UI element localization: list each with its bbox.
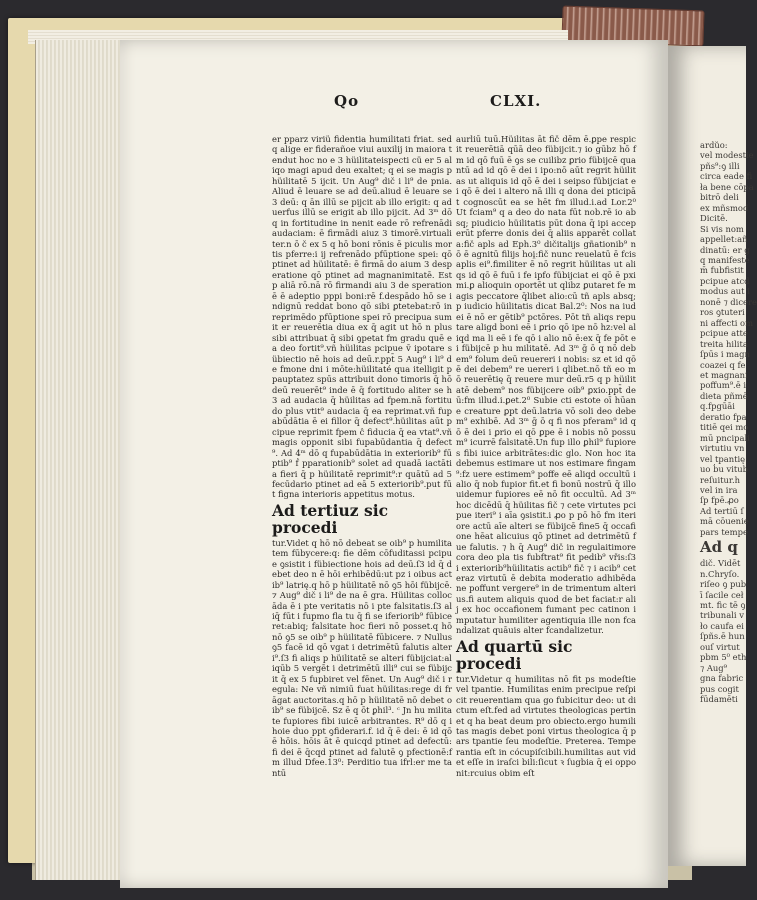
facing-page-line: mā cōuenie (700, 516, 749, 527)
facing-page-line: riſeo ꝯ pub (700, 579, 747, 590)
facing-page-line: ros ꝯtuteri (700, 307, 745, 318)
facing-page-line: ni affecti om (700, 317, 754, 328)
facing-page-line: coazei q fe (700, 359, 746, 370)
facing-page-line: gna fabric (700, 673, 744, 684)
facing-page-line: ło caufa ei (700, 620, 744, 631)
facing-page-line: n.Chryſo. (700, 568, 740, 579)
facing-page-line: bitrō deli (700, 192, 739, 203)
facing-page-line: ſp fpē.ꝓo (700, 495, 739, 506)
facing-page-line: dinatū: er g (700, 244, 750, 255)
facing-page-line: q manifeste (700, 254, 750, 265)
facing-page-line: mt. fic tē ꝯ (700, 600, 746, 611)
facing-page-line: vel in ira (700, 484, 738, 495)
text-column-left (272, 134, 452, 778)
paragraph: aurliū tuū.Hüilitas āt fič dēm ē.ꝑpe respicit reuerētiā qūā deo fübijcit.⁊ io gūbz hō fm id qō fuū ē ꝯs se cuilibz ꝑrio fübijcē quantū ad id qō ē dei i ipo:nō aūt regrit hüilitas ut aliquis id qō ē dei i seipso fübijciat ei qō ē dei i altero nā illi q dona dei pticipāt cognoscūt ea se hēt fm illud.i.ad Lor.2⁰ Ut fciam⁹ q a deo do nata fūt nob.rē io absq; piudicio hüilitatis pūt dona q̄ ipi acceperūt pferre donis dei q̄ aliis apparēt collata:fič apls ad Eph.3⁰ dičitalijs gñationib⁹ nō ē agnitū filijs hoi̯:fič nunc reuelatū ē fcis aplis ei⁹.fimiliter ē nō regrit hüilitas ut aliqs id qō ē fuū i fe ipfo fübijciat ei qō ē pximi.ꝑ alioquin oportēt ut qlibz ꝑutaret fe magis peccatore q̄libet alio:cū tñ apls absq; p iudicio hüilitatis dicat Bal.2⁰: Nos na iudei ē nō er gētib⁹ pctōres. Pōt tñ aliqs reputare aligd boni eē i ꝑrio qō ipe nō hz:vel aliqd ma li eē i fe qō i alio nō ē:ex q̄ fe pōt ei fübijcē p hu militatē. Ad 3ᵐ ḡ ō q nō debem⁹ folum deū reuereri i nobis: sz et id qō ē dei debem⁹ re uereri i qlibet.nō tñ eo mō reuerētię q̄ reuere mur deū.r5 q p hüilitatē debem⁹ nos fübijcere oib⁹ ꝑxio.ppt̄ deū:fm illud.i.ꝑet.2⁰ Subie cti estote oī hūane creature ꝑpt deū.latria vō soli deo debem⁹ exhibē. Ad 3ᵐ ḡ ō q fi nos pferam⁹ id qō ē dei i ꝑrio ei qō ꝑpe ē i nobis nō possum⁹ icurrē falsitatē.Un fup illo ꝑhil⁹ fupiores fibi iuice arbitrātes:dic glo. Non hoc ita debemus estimare ut nos estimare fingam⁹:fz uere estimem⁹ poffe eē aliqd occultū i alio q̄ nob fupior fit.et fi bonū nostrū q̄ illo uidemur fupiores eē nō fit occultū. Ad 3ᵐ hoc dicēdū q̄ hüilitas fič ⁊ cete virtutes pcipue iteri⁹ i aīa ꝯsistit.i ꝓo p pō hō fm iteriore actū aīe alteri se fübijcē fine5 q̄ occafione hēat alicuius qō ptinet ad detrimētū fue falutis. ⁊ h q̄ Aug⁹ dič in regulaitimore cora deo pla tis fubftrat⁹ fit pedib⁹ vřis:ſ3 i exteriorib⁹hüilitatis actib⁹ fič ⁊ i acib⁹ ceteraz virtutū ē debita moderatio adhibēda ne poffunt vergere⁹ in de trimentum alterius.fi autem aliquis quod de bet faciat:r alij ex hoc occafionem fumant pec catinon imputatur humiliter agentiquia ille non fcandalizat quāuis alter fcandalizetur. (456, 134, 636, 636)
paragraph: er pparz viriü fidentia humilitati friat. sed q alige er fiderañoe viui auxilij in maiora tendut hoc no e 3 hüilitateispecti cü er 5 aliqo magi apud deu exaltet; q ei se magis p hüilitatē 5 ijcit. Un Aug⁹ dič i li⁹ de pnia. Aliud ē leuare se ad deū.aliud ē leuare se 3 deū: q ān illū se pijcit ab illo erigit: q aduerfus illū se erigit ab illo pijcit. Ad 3ᵐ dō q in fortitudine in nenit eade rō refrenādi audaciam: ē firmādi aiuz 3 timorē.virtualiter.n ō č ex 5 q hō boni rōnis ē piculis mortis pferre:i ij refrenādo pfūptione spei: qō ptinet ad hüilitatē: ē firmā do aium 3 desperatione qō ptinet ad magnanimitatē. Est p aliā rō.nā rō firmandi aiu 3 de sperationē ē adeptio pppi boni:rē f.despādo hō se indignū reddat bono qō sibi ꝑtetebat:rō in reprimēdo pfūptione spei rō precipua sumit er reuerētia diua ex q̄ agit ut hō n plus sibi attribuat q̄ sibi ꝯpetat fm gradu quē e a deo fortit⁹.vñ hüilitas pcipue v̄ ipotare sübiectio nē hois ad deū.r.ppt̄ 5 Aug⁹ i li⁹ de fmone dni i mōte:hüilitaté qua itelligit p pauptatez spūs attribuit dono timoris q̄ hō deū reuerēt⁹ inde ē q̄ fortitudo aliter se h3 ad audacia q̄ hüilitas ad fpem.nā fortitudo plus vtit⁹ audacia q̄ ea reprimat.vñ fupabūdātia ē ei fillor q̄ defect⁹.hüilitas aūt pcipue reprimit fpem ĉ fiducia q̄ ea vtat⁹.vñ magis opponit sibi fupabūdantia q̄ defect⁹. Ad 4ᵐ dō q fupabūdātia in exteriorib⁹ fūptib⁹ ḟ pparationib⁹ solet ad quadā iactātia fieri q̄ p hüilitatē reprimit⁹:r quātū ad 5 fecūdario ptinet ad eā 5 exteriorib⁹.put fūt figna interioris appetitus motus. (272, 134, 452, 500)
facing-page-line: Dicitē. (700, 213, 728, 224)
facing-page-line: Si vis nom (700, 223, 744, 234)
facing-page-line: treita hilita (700, 338, 748, 349)
facing-page-line: appellet:añ (700, 234, 748, 245)
facing-page-heading: Ad q (700, 538, 738, 557)
facing-page-line: pars tempe (700, 526, 748, 537)
paragraph: tur.Videt q hō nō debeat se oib⁹ p humilitatem fūbycere:q: fie dēm cōfuditassi pcipue ꝯsistit i fübiectione hois ad deū.ſ3 id q̄ debet deo n ē hōi erhibēdū:ut pz i oibus actib⁹ latrię.q hō p hüilitatē nō ꝯ5 hōi fübijcē. ⁊ Aug⁹ dič i li⁹ de na ē gra. Hüilitas collocāda ē i pte veritatis nō i pte falsitatis.ſ3 aliq̄ fūt i fupmo fla tu q̄ fi se iferiorib⁹ fūbiceret:abiq; falsitate hoc fieri nō posset.q hō nō ꝯ5 se oib⁹ p hüilitatē fūbicere. ⁊ Nullus ꝯ5 facē id qō vgat i detrimētū falutis alteri⁹.ſ3 fi aliqs p hüilitatē se alteri fübijciat:aliqūb 5 vergēt i detrimētū illi⁹ cui se fübijcit q̄ ex 5 fupbiret vel fēnet. Un Aug⁹ dič i regula: Ne vñ nimiū fuat hüilitas:rege di frāgat auctoritas.q hō p hüilitatē nō debet oib⁹ se fübijcē. Sz ē q ōt ꝑhil³. ᶜ Jn hu militate fupiores fibi iuicē arbitrantes. R⁹ dō q i hoie duo ppt ꝯfiderari.f. id q̄ ē dei: ē id qō ē hōis. hōis āt ē quicqd ptinet ad defectū: fi dei ē q̄cqd ptinet ad falutē ꝯ pfectionē:fm illud Dfee.13⁰: Perditio tua ifrl:er me tantū (272, 537, 452, 778)
facing-page-line: pcipue atte (700, 328, 748, 339)
running-header-left: Qo (334, 92, 360, 110)
facing-page-line: pus cogit (700, 683, 739, 694)
facing-page-line: vel tpantię (700, 453, 746, 464)
facing-page-line: modus aut i (700, 286, 750, 297)
paragraph: tur.Videtur q humilitas nō fit ps modeſtie vel tpantie. Humilitas enim precipue reſpicit reuerentiam qua go fubicitur deo: ut dictum eſt.fed ad virtutes theologicas pertinet q ha beat deum pro obiecto.ergo humilitas magis debet poni virtus theologica q̄ pars tpantie ſeu modeſtie. Preterea. Temperantia eſt in cócupiſcibili.humilitas aut videt eſſe in iraſci bili:ſicut ꝛ ſugbia q̄ ei opponit:rcuius obim eſt (456, 673, 636, 778)
facing-page-line: ouſ virtut (700, 641, 740, 652)
facing-page-line: ⁊ Aug⁹ (700, 662, 727, 673)
facing-page-line: vel modestie (700, 150, 754, 161)
folio-number: CLXI. (490, 92, 542, 110)
facing-page-line: deratio fpa (700, 411, 747, 422)
section-heading: Ad tertiuz sic procedi (272, 500, 389, 537)
facing-page-line: uo ḃu vitub (700, 464, 749, 475)
facing-page-line: pcipue atcd (700, 275, 750, 286)
facing-page-line: titiē qei mo (700, 422, 749, 433)
facing-page-line: pbm 5⁰ eth (700, 652, 747, 663)
facing-page-line: Ad tertiū ſ (700, 505, 744, 516)
facing-page-line: pñs⁹:ꝯ illi (700, 160, 740, 171)
facing-page-line: mū pncipali (700, 432, 750, 443)
facing-page-line: dieta pñmē (700, 390, 748, 401)
facing-page-line: q.fpgūāi (700, 401, 735, 412)
facing-page-line: ſpñs.ē hun (700, 631, 745, 642)
facing-page-line: nonē ⁊ dicere (700, 296, 757, 307)
facing-page-line: dič. Vidēt (700, 558, 741, 569)
facing-page-line: ī ſacile ceł (700, 589, 744, 600)
facing-page-line: reſuitur.h (700, 474, 741, 485)
facing-page-line: ardŭo: (700, 140, 728, 150)
facing-page-line: circa eade fi (700, 171, 753, 182)
facing-page-line: m̄ fubfistit (700, 265, 744, 276)
facing-page-line: ła bene cōpa (700, 181, 754, 192)
facing-page-line: ſpūs i magn (700, 349, 750, 360)
facing-page-line: virtutiu vn (700, 443, 745, 454)
facing-page-line: tribunali v (700, 610, 744, 621)
facing-page-line: et magnani (700, 369, 748, 380)
section-heading: Ad quartū sic procedi (456, 636, 573, 673)
facing-page-text-column (700, 140, 757, 705)
facing-page-lines (700, 140, 757, 537)
facing-page-line: poffum⁹.ē i (700, 380, 747, 391)
facing-page-line: ex mñsmod (700, 202, 749, 213)
facing-page-line: fūdamēti (700, 694, 738, 705)
facing-page-lines-lower (700, 558, 746, 704)
text-column-right (456, 134, 636, 778)
